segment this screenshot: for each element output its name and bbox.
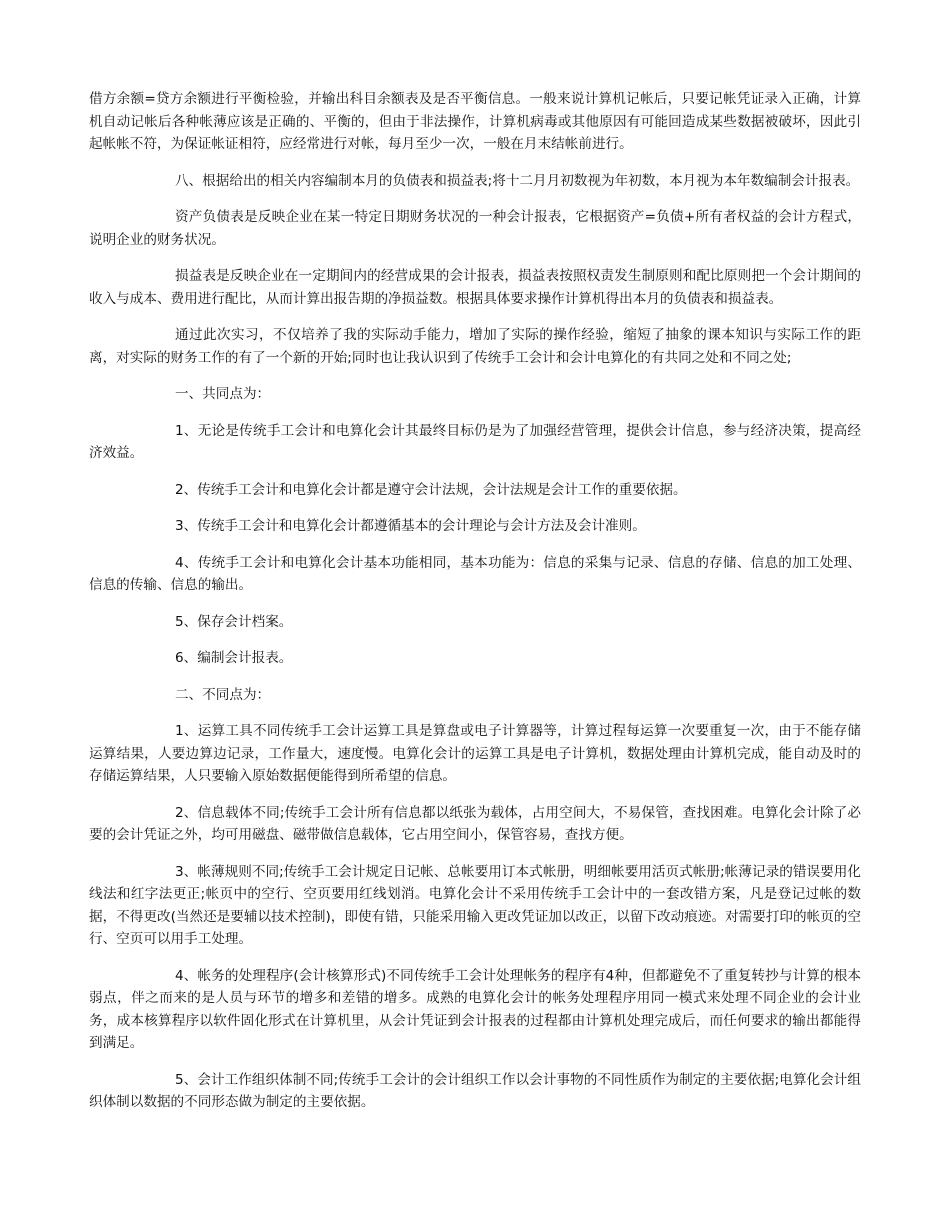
heading-differences: 二、不同点为： [175,686,271,703]
list-item-similarity-3: 3、传统手工会计和电算化会计都遵循基本的会计理论与会计方法及会计准则。 [175,518,646,534]
paragraph-balance-sheet: 资产负债表是反映企业在某一特定日期财务状况的一种会计报表，它根据资产=负债+所有者权益的会计方程式，说明企业的财务状况。 [89,209,861,248]
list-item-difference-2: 2、信息载体不同;传统手工会计所有信息都以纸张为载体，占用空间大，不易保管，查找困难。电算化会计除了必要的会计凭证之外，均可用磁盘、磁带做信息载体，它占用空间小，保管容易，查找方便。 [89,804,861,843]
list-item-similarity-2: 2、传统手工会计和电算化会计都是遵守会计法规，会计法规是会计工作的重要依据。 [175,481,687,498]
paragraph-balance-check: 借方余额=贷方余额进行平衡检验，并输出科目余额表及是否平衡信息。一般来说计算机记帐后，只要记帐凭证录入正确，计算机自动记帐后各种帐薄应该是正确的、平衡的，但由于非法操作，计算机病毒或其他原因有可能回造成某些数据被破坏，因此引起帐帐不符，为保证帐证相符，应经常进行对帐，每月至少一次，一般在月末结帐前进行。 [89,91,861,152]
list-item-similarity-5: 5、保存会计档案。 [175,613,293,630]
list-item-difference-3: 3、帐薄规则不同;传统手工会计规定日记帐、总帐要用订本式帐册，明细帐要用活页式帐册;帐薄记录的错误要用化线法和红字法更正;帐页中的空行、空页要用红线划消。电算化会计不采用传统手工会计中的一套改错方案，凡是登记过帐的数据，不得更改(当然还是要辅以技术控制)，即使有错，只能采用输入更改凭证加以改正，以留下改动痕迹。对需要打印的帐页的空行、空页可以用手工处理。 [89,863,861,947]
list-item-difference-1: 1、运算工具不同传统手工会计运算工具是算盘或电子计算器等，计算过程每运算一次要重复一次，由于不能存储运算结果，人要边算边记录，工作量大，速度慢。电算化会计的运算工具是电子计算机，数据处理由计算机完成，能自动及时的存储运算结果，人只要输入原始数据便能得到所希望的信息。 [89,723,861,784]
list-item-difference-4: 4、帐务的处理程序(会计核算形式)不同传统手工会计处理帐务的程序有4种，但都避免不了重复转抄与计算的根本弱点，伴之而来的是人员与环节的增多和差错的增多。成熟的电算化会计的帐务处理程序用同一模式来处理不同企业的会计业务，成本核算程序以软件固化形式在计算机里，从会计凭证到会计报表的过程都由计算机处理完成后，而任何要求的输出都能得到满足。 [89,967,861,1051]
paragraph-section-8: 八、根据给出的相关内容编制本月的负债表和损益表;将十二月月初数视为年初数，本月视为本年数编制会计报表。 [175,172,860,189]
list-item-similarity-6: 6、编制会计报表。 [175,650,293,666]
paragraph-internship-summary: 通过此次实习，不仅培养了我的实际动手能力，增加了实际的操作经验，缩短了抽象的课本知识与实际工作的距离，对实际的财务工作的有了一个新的开始;同时也让我认识到了传统手工会计和会计电算化的有共同之处和不同之处; [89,327,861,366]
list-item-difference-5: 5、会计工作组织体制不同;传统手工会计的会计组织工作以会计事物的不同性质作为制定的主要依据;电算化会计组织体制以数据的不同形态做为制定的主要依据。 [89,1071,861,1110]
list-item-similarity-4: 4、传统手工会计和电算化会计基本功能相同，基本功能为：信息的采集与记录、信息的存储、信息的加工处理、信息的传输、信息的输出。 [89,554,861,593]
document-page [89,88,861,1128]
paragraph-income-statement: 损益表是反映企业在一定期间内的经营成果的会计报表，损益表按照权责发生制原则和配比原则把一个会计期间的收入与成本、费用进行配比，从而计算出报告期的净损益数。根据具体要求操作计算机得出本月的负债表和损益表。 [89,268,861,307]
heading-similarities: 一、共同点为： [175,386,271,402]
list-item-similarity-1: 1、无论是传统手工会计和电算化会计其最终目标仍是为了加强经营管理，提供会计信息，参与经济决策，提高经济效益。 [89,422,861,461]
